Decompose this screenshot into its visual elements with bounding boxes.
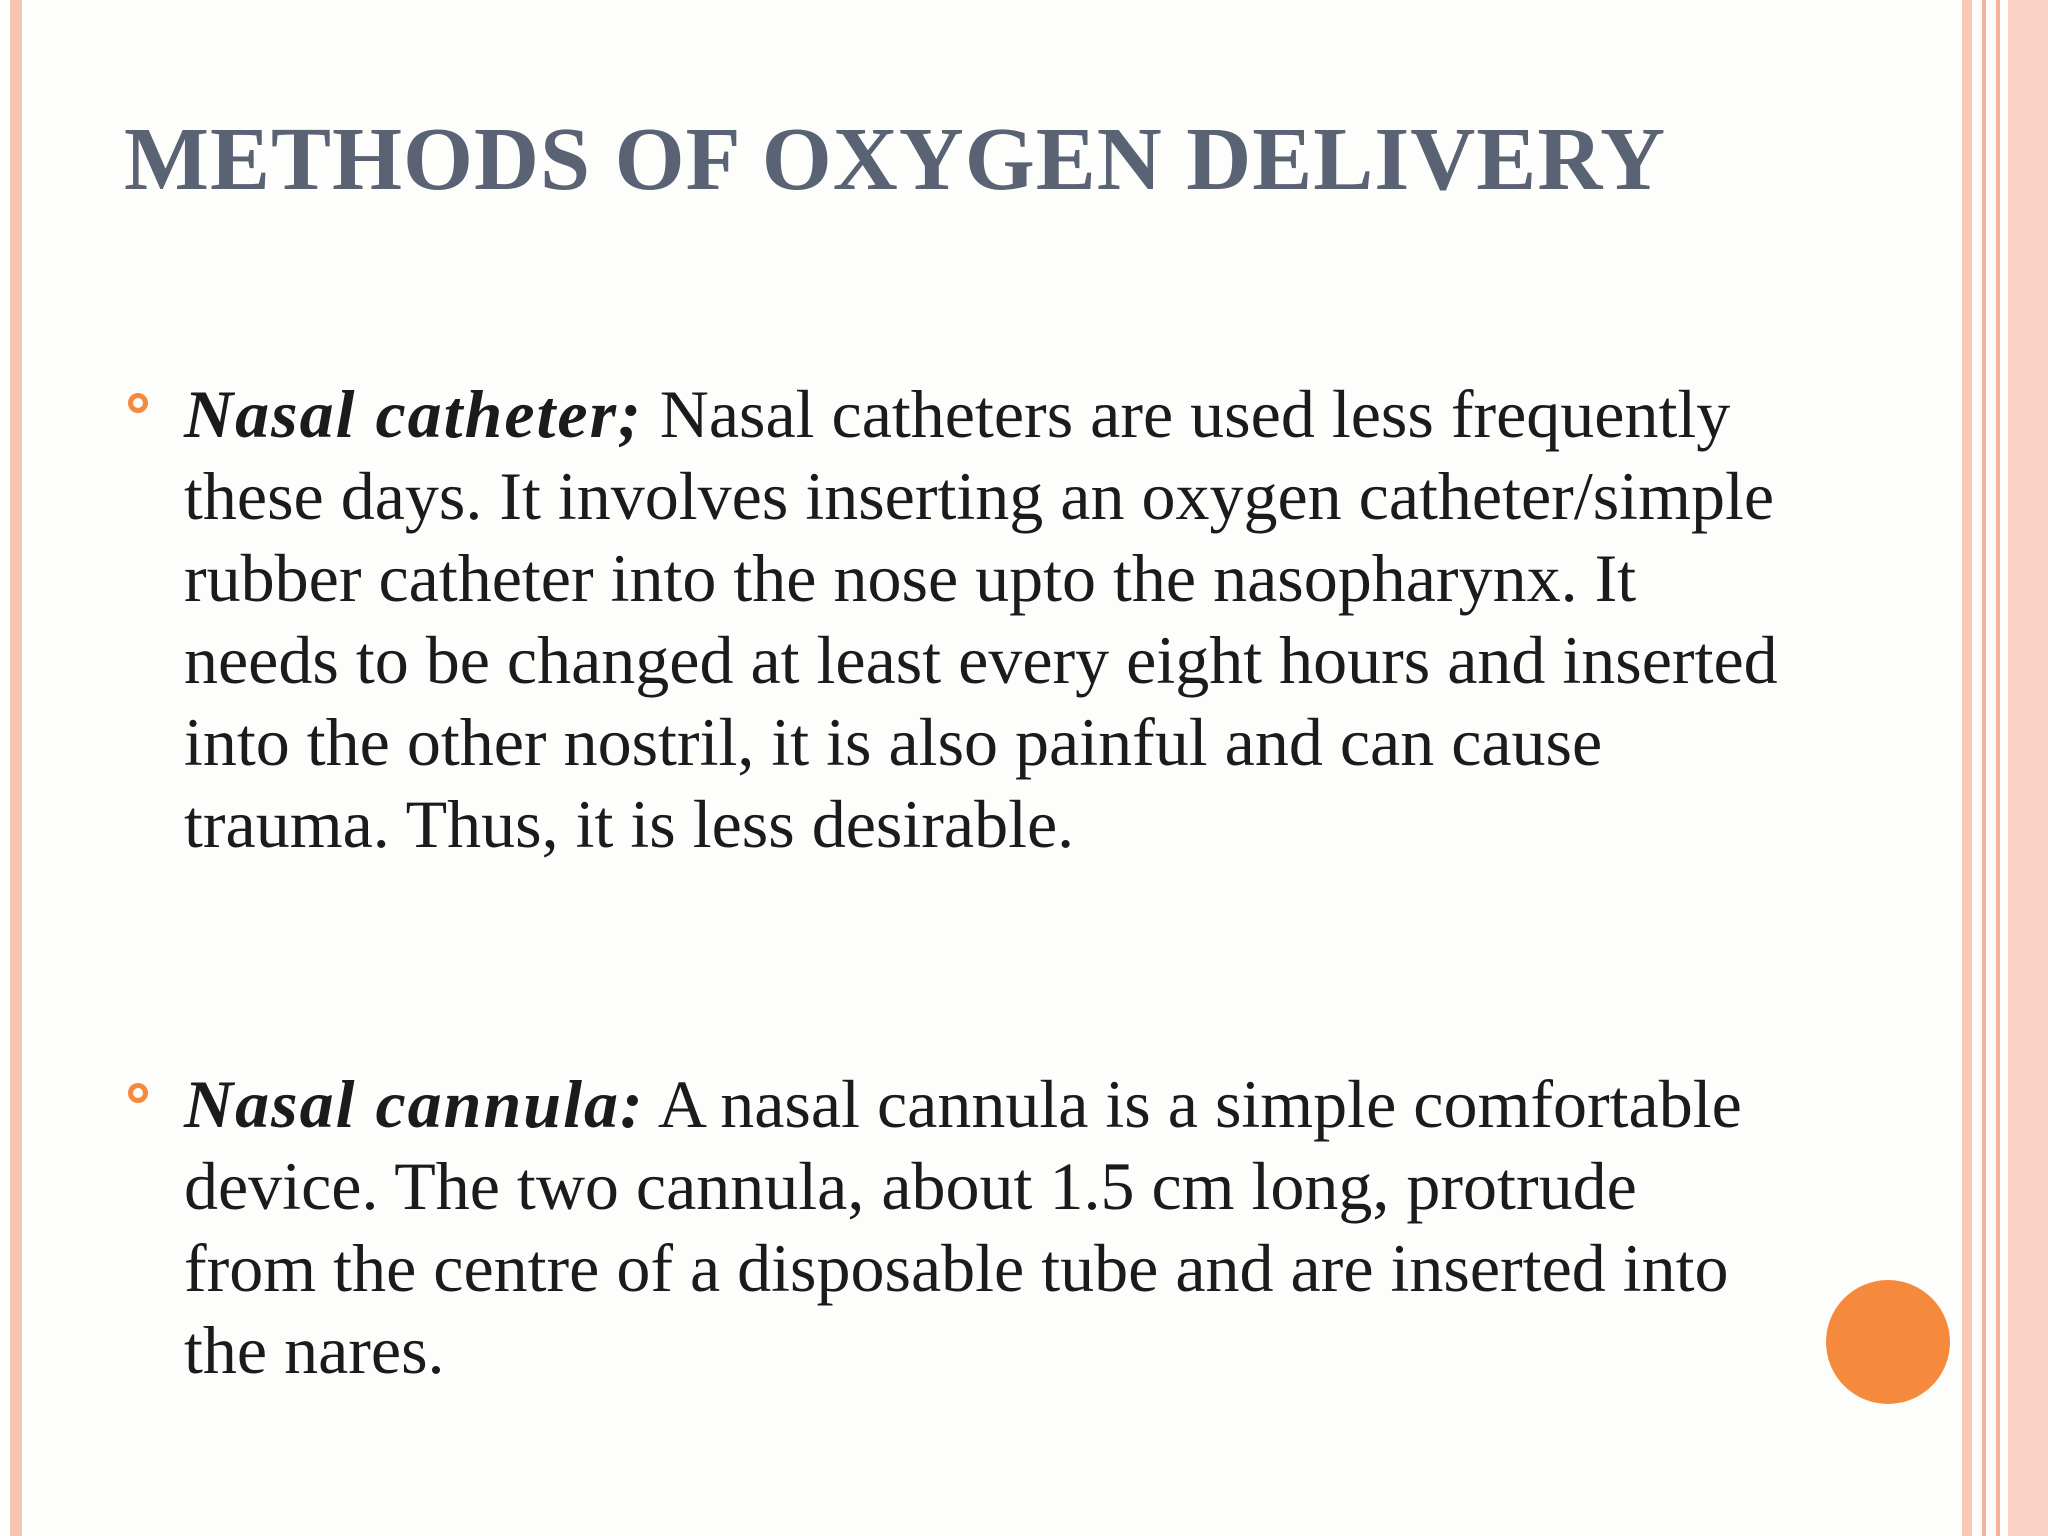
bullet-text bbox=[184, 1063, 1784, 1391]
right-border-stripe bbox=[1962, 0, 1972, 1536]
left-border-stripe bbox=[10, 0, 22, 1536]
bullet-term: Nasal catheter; bbox=[184, 376, 643, 452]
right-border-line bbox=[1996, 0, 2000, 1536]
right-border-band bbox=[2008, 0, 2048, 1536]
slide-title: METHODS OF OXYGEN DELIVERY bbox=[124, 110, 1667, 209]
bullet-term: Nasal cannula: bbox=[184, 1066, 645, 1142]
bullet-description: Nasal catheters are used less frequently these days. It involves inserting an oxygen catheter/simple rubber catheter into the nose upto the nasopharynx. It needs to be changed at least every eight hours and inserted into the other nostril, it is also painful and can cause trauma. Thus, it is less desirable. bbox=[184, 376, 1778, 862]
decorative-orange-circle bbox=[1826, 1280, 1950, 1404]
bullet-text bbox=[184, 373, 1784, 865]
bullet-circle-icon bbox=[128, 1083, 148, 1103]
bullet-circle-icon bbox=[128, 393, 148, 413]
right-border-line bbox=[1982, 0, 1986, 1536]
bullet-description: A nasal cannula is a simple comfortable device. The two cannula, about 1.5 cm long, protrude from the centre of a disposable tube and are inserted into the nares. bbox=[184, 1066, 1742, 1388]
